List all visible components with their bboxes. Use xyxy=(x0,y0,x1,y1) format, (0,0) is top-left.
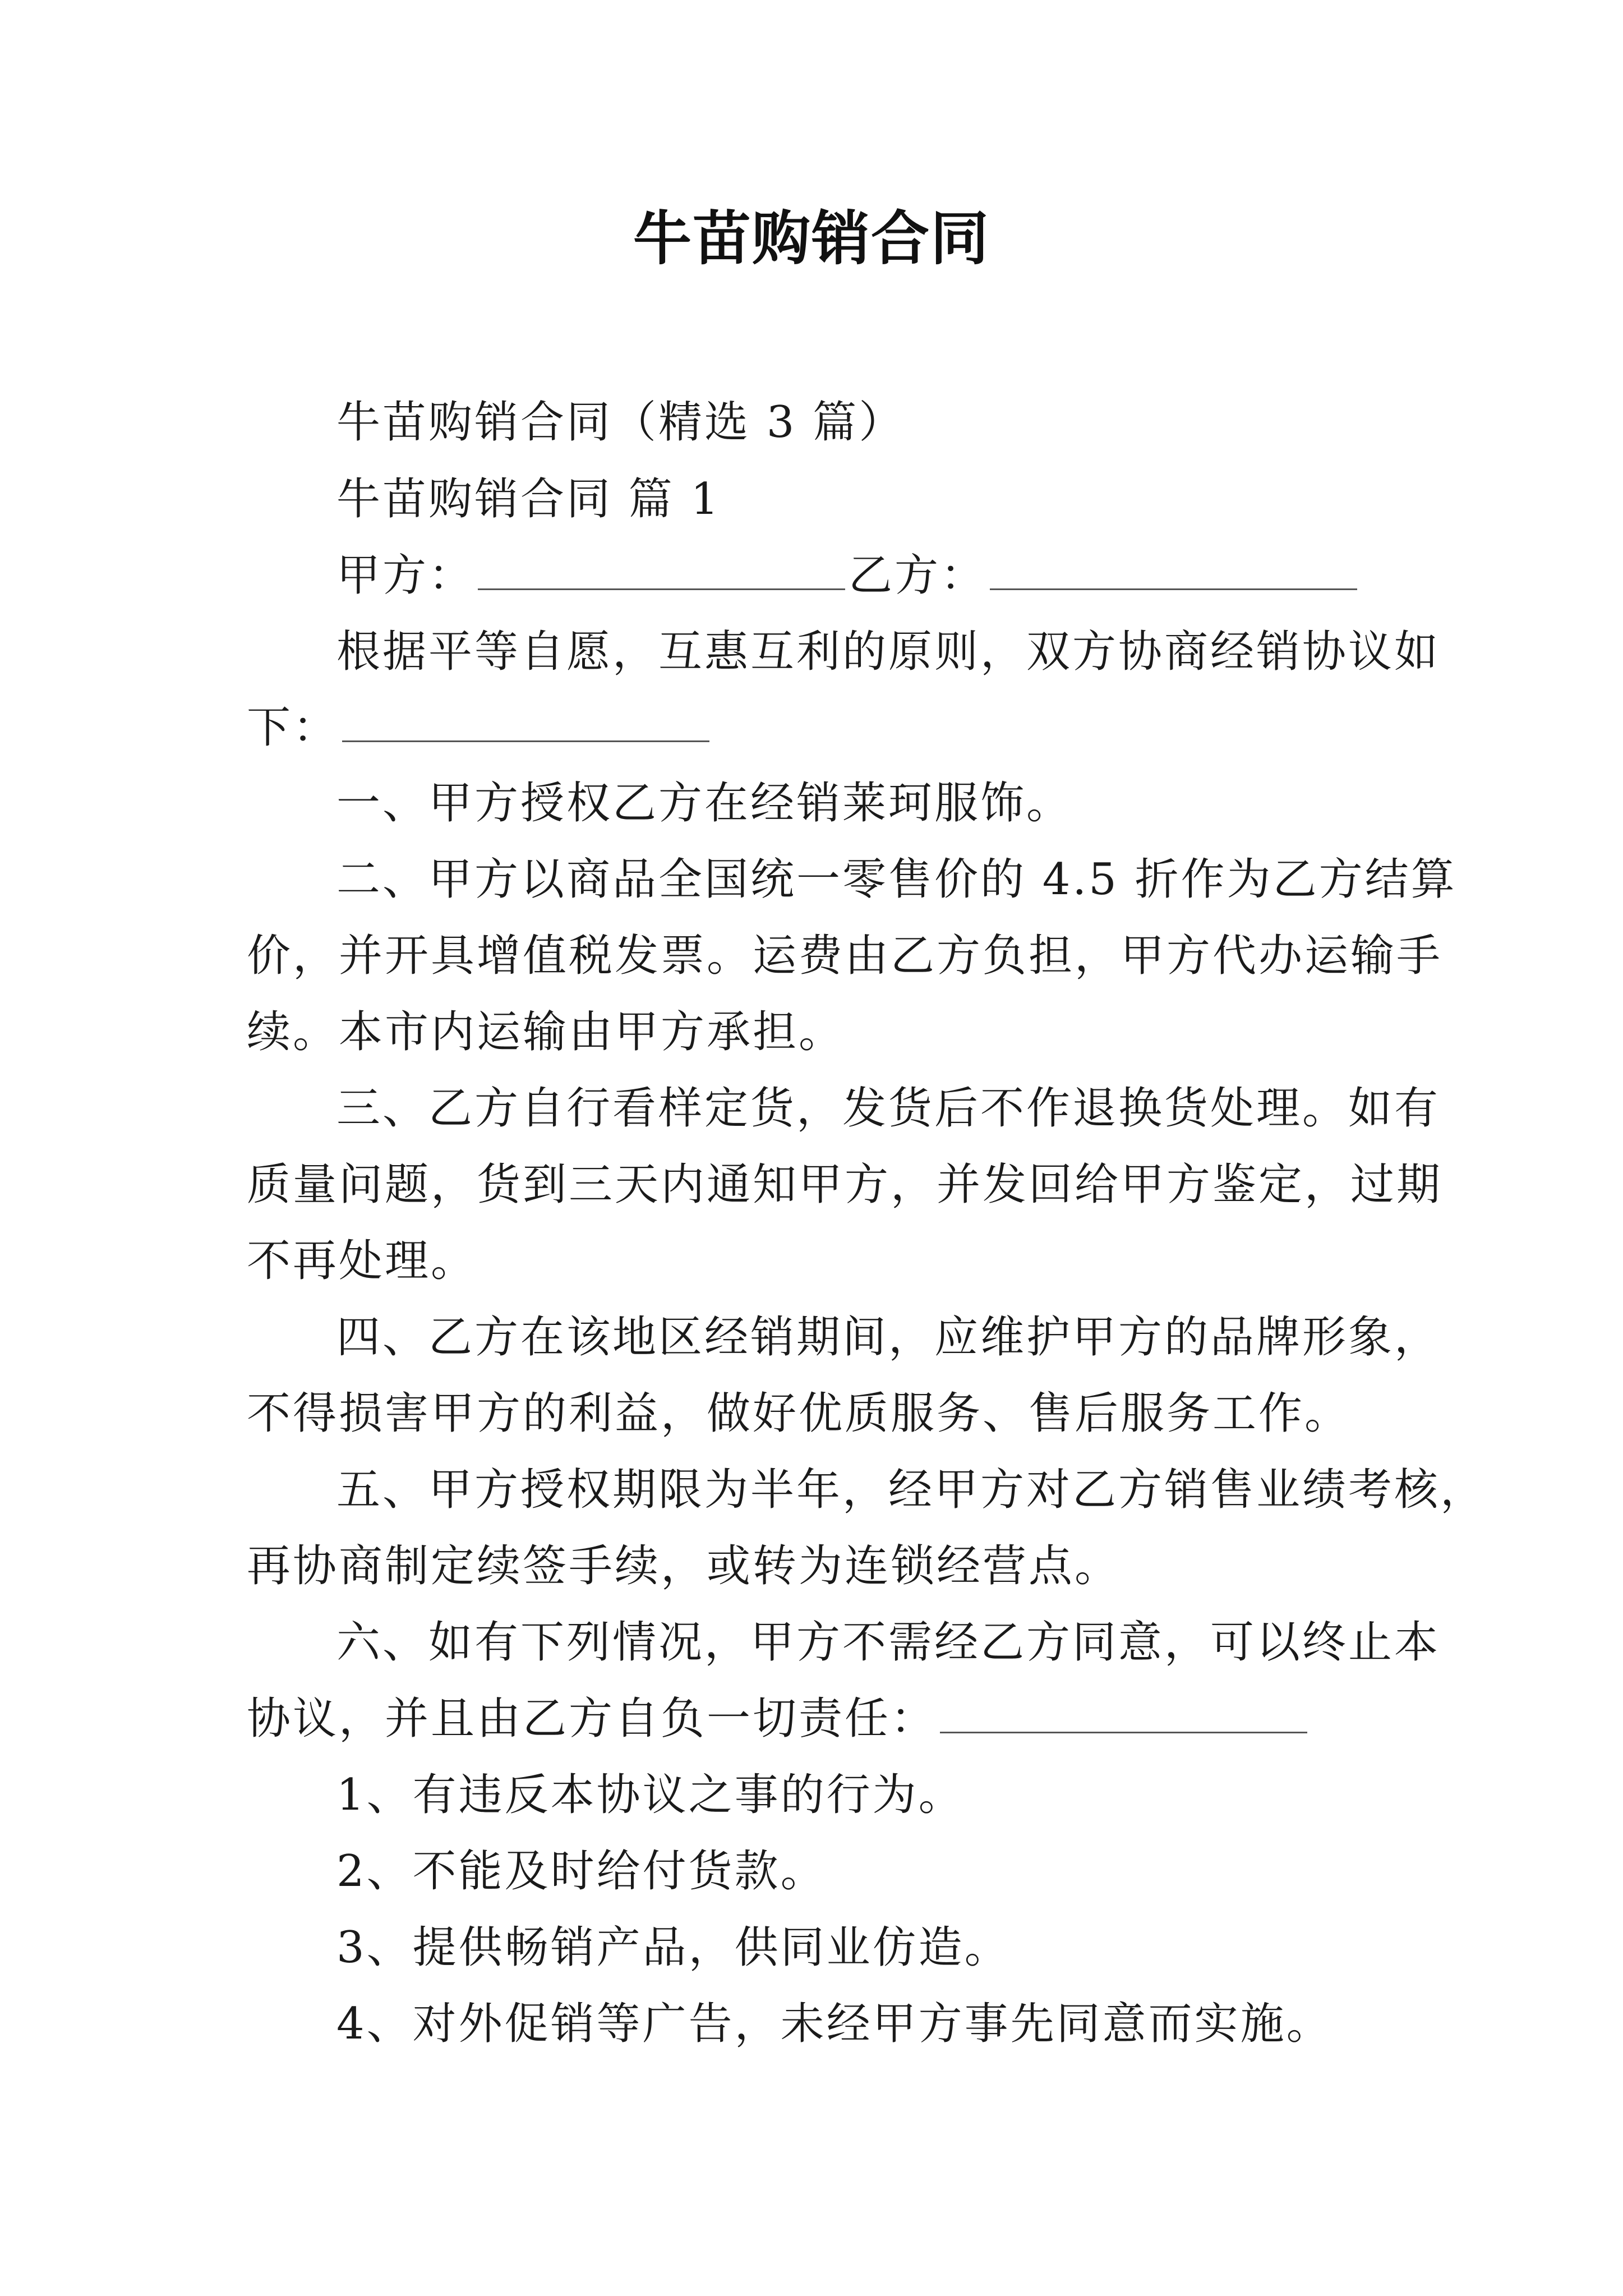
clause-6-line: 六、如有下列情况，甲方不需经乙方同意，可以终止本 xyxy=(336,1617,1441,1668)
sub-clause-1: 1、有违反本协议之事的行为。 xyxy=(336,1770,965,1820)
party-a-label: 甲方： xyxy=(336,550,475,601)
clause-4-line: 四、乙方在该地区经销期间，应维护甲方的品牌形象， xyxy=(336,1312,1441,1363)
sub-clause-3: 3、提供畅销产品，供同业仿造。 xyxy=(336,1922,1011,1973)
document-subtitle: 牛苗购销合同（精选 3 篇） xyxy=(336,397,905,448)
clause-2-line: 续。本市内运输由甲方承担。 xyxy=(247,1007,845,1057)
paragraph-line: 下： xyxy=(247,702,339,753)
parties-line xyxy=(336,537,1391,614)
clause-2-line: 价，并开具增值税发票。运费由乙方负担，甲方代办运输手 xyxy=(247,931,1443,981)
sub-clause-2: 2、不能及时给付货款。 xyxy=(336,1846,827,1897)
paragraph-line-with-blank xyxy=(247,689,1391,766)
party-a-blank xyxy=(478,548,845,590)
clause-3-line: 不再处理。 xyxy=(247,1236,477,1286)
clause-6-line: 协议，并且由乙方自负一切责任： xyxy=(247,1694,937,1744)
fill-in-blank xyxy=(342,700,709,742)
party-b-blank xyxy=(990,548,1357,590)
clause-1: 一、甲方授权乙方在经销莱珂服饰。 xyxy=(336,778,1073,829)
clause-5-line: 再协商制定续签手续，或转为连锁经营点。 xyxy=(247,1541,1121,1591)
party-b-label: 乙方： xyxy=(849,550,987,601)
clause-5-line: 五、甲方授权期限为半年，经甲方对乙方销售业绩考核， xyxy=(336,1465,1487,1515)
section-heading: 牛苗购销合同 篇 1 xyxy=(336,474,721,524)
paragraph-line: 根据平等自愿，互惠互利的原则，双方协商经销协议如 xyxy=(336,627,1441,677)
clause-2-line: 二、甲方以商品全国统一零售价的 4.5 折作为乙方结算 xyxy=(336,854,1457,905)
clause-3-line: 三、乙方自行看样定货，发货后不作退换货处理。如有 xyxy=(336,1083,1441,1134)
sub-clause-4: 4、对外促销等广告，未经甲方事先同意而实施。 xyxy=(336,1999,1332,2049)
clause-4-line: 不得损害甲方的利益，做好优质服务、售后服务工作。 xyxy=(247,1388,1351,1439)
document-title: 牛苗购销合同 xyxy=(633,204,990,273)
clause-6-line-with-blank xyxy=(247,1681,1391,1757)
clause-3-line: 质量问题，货到三天内通知甲方，并发回给甲方鉴定，过期 xyxy=(247,1159,1443,1210)
fill-in-blank xyxy=(940,1691,1307,1733)
